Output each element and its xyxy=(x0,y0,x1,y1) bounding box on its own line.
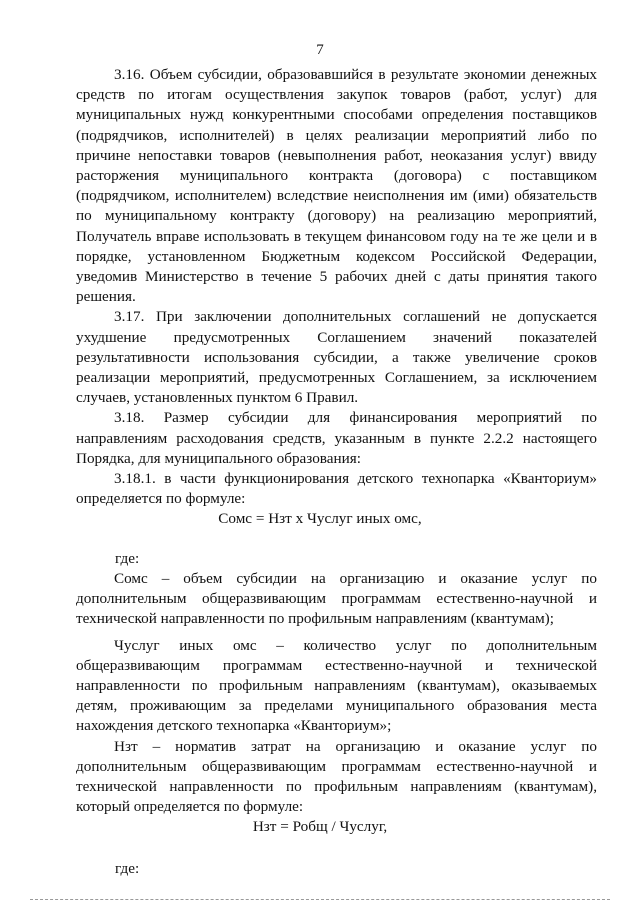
section-3-16-3-18 xyxy=(76,65,597,509)
definition-nzt: Нзт – норматив затрат на организацию и оказание услуг по дополнительным общеразвивающим программам естественно-научной и технической направленности по профильным направлениям (квантумам), который определяется по формуле: xyxy=(76,737,597,816)
formula-nzt: Нзт = Робщ / Чуслуг, xyxy=(252,818,388,835)
paragraph-3-18: 3.18. Размер субсидии для финансирования мероприятий по направлениям расходования средств, указанным в пункте 2.2.2 настоящего Порядка, для муниципального образования: xyxy=(76,409,597,467)
paragraph-3-17: 3.17. При заключении дополнительных соглашений не допускается ухудшение предусмотренных Соглашением значений показателей результативности использования субсидии, а также увеличение сроков реализации мероприятий, предусмотренных Соглашением, за исключением случаев, установленных пунктом 6 Правил. xyxy=(76,308,597,407)
definition-soms: Сомс – объем субсидии на организацию и оказание услуг по дополнительным общеразвивающим программам естественно-научной и технической направленности по профильным направлениям (квантумам); xyxy=(76,570,597,628)
page-number: 7 xyxy=(316,42,324,58)
paragraph-3-16: 3.16. Объем субсидии, образовавшийся в результате экономии денежных средств по итогам осуществления закупок товаров (работ, услуг) для муниципальных нужд конкурентными способами определения поставщиков (подрядчиков, исполнителей) в целях реализации мероприятий либо по причине непоставки товаров (невыполнения работ, неоказания услуг) ввиду расторжения муниципального контракта (договора) с поставщиком (подрядчиком, исполнителем) вследствие неисполнения им (ими) обязательств по муниципальному контракту (договору) на реализацию мероприятий, Получатель вправе использовать в текущем финансовом году на те же цели и в порядке, установленном Бюджетным кодексом Российской Федерации, уведомив Министерство в течение 5 рабочих дней с даты принятия такого решения. xyxy=(76,66,597,306)
where-label: где: xyxy=(115,550,140,567)
formula-subsidy: Сомс = Нзт х Чуслуг иных омс, xyxy=(218,510,422,527)
definitions-block xyxy=(76,569,597,817)
page-bottom-edge xyxy=(30,899,610,900)
definition-chuslug: Чуслуг иных омс – количество услуг по дополнительным общеразвивающим программам естественно-научной и технической направленности по профильным направлениям (квантумам), оказываемых детям, проживающим за пределами муниципального образования места нахождения детского технопарка «Кванториум»; xyxy=(76,636,597,735)
where-label-2: где: xyxy=(115,860,140,877)
paragraph-3-18-1: 3.18.1. в части функционирования детского технопарка «Кванториум» определяется по формуле: xyxy=(76,470,597,508)
